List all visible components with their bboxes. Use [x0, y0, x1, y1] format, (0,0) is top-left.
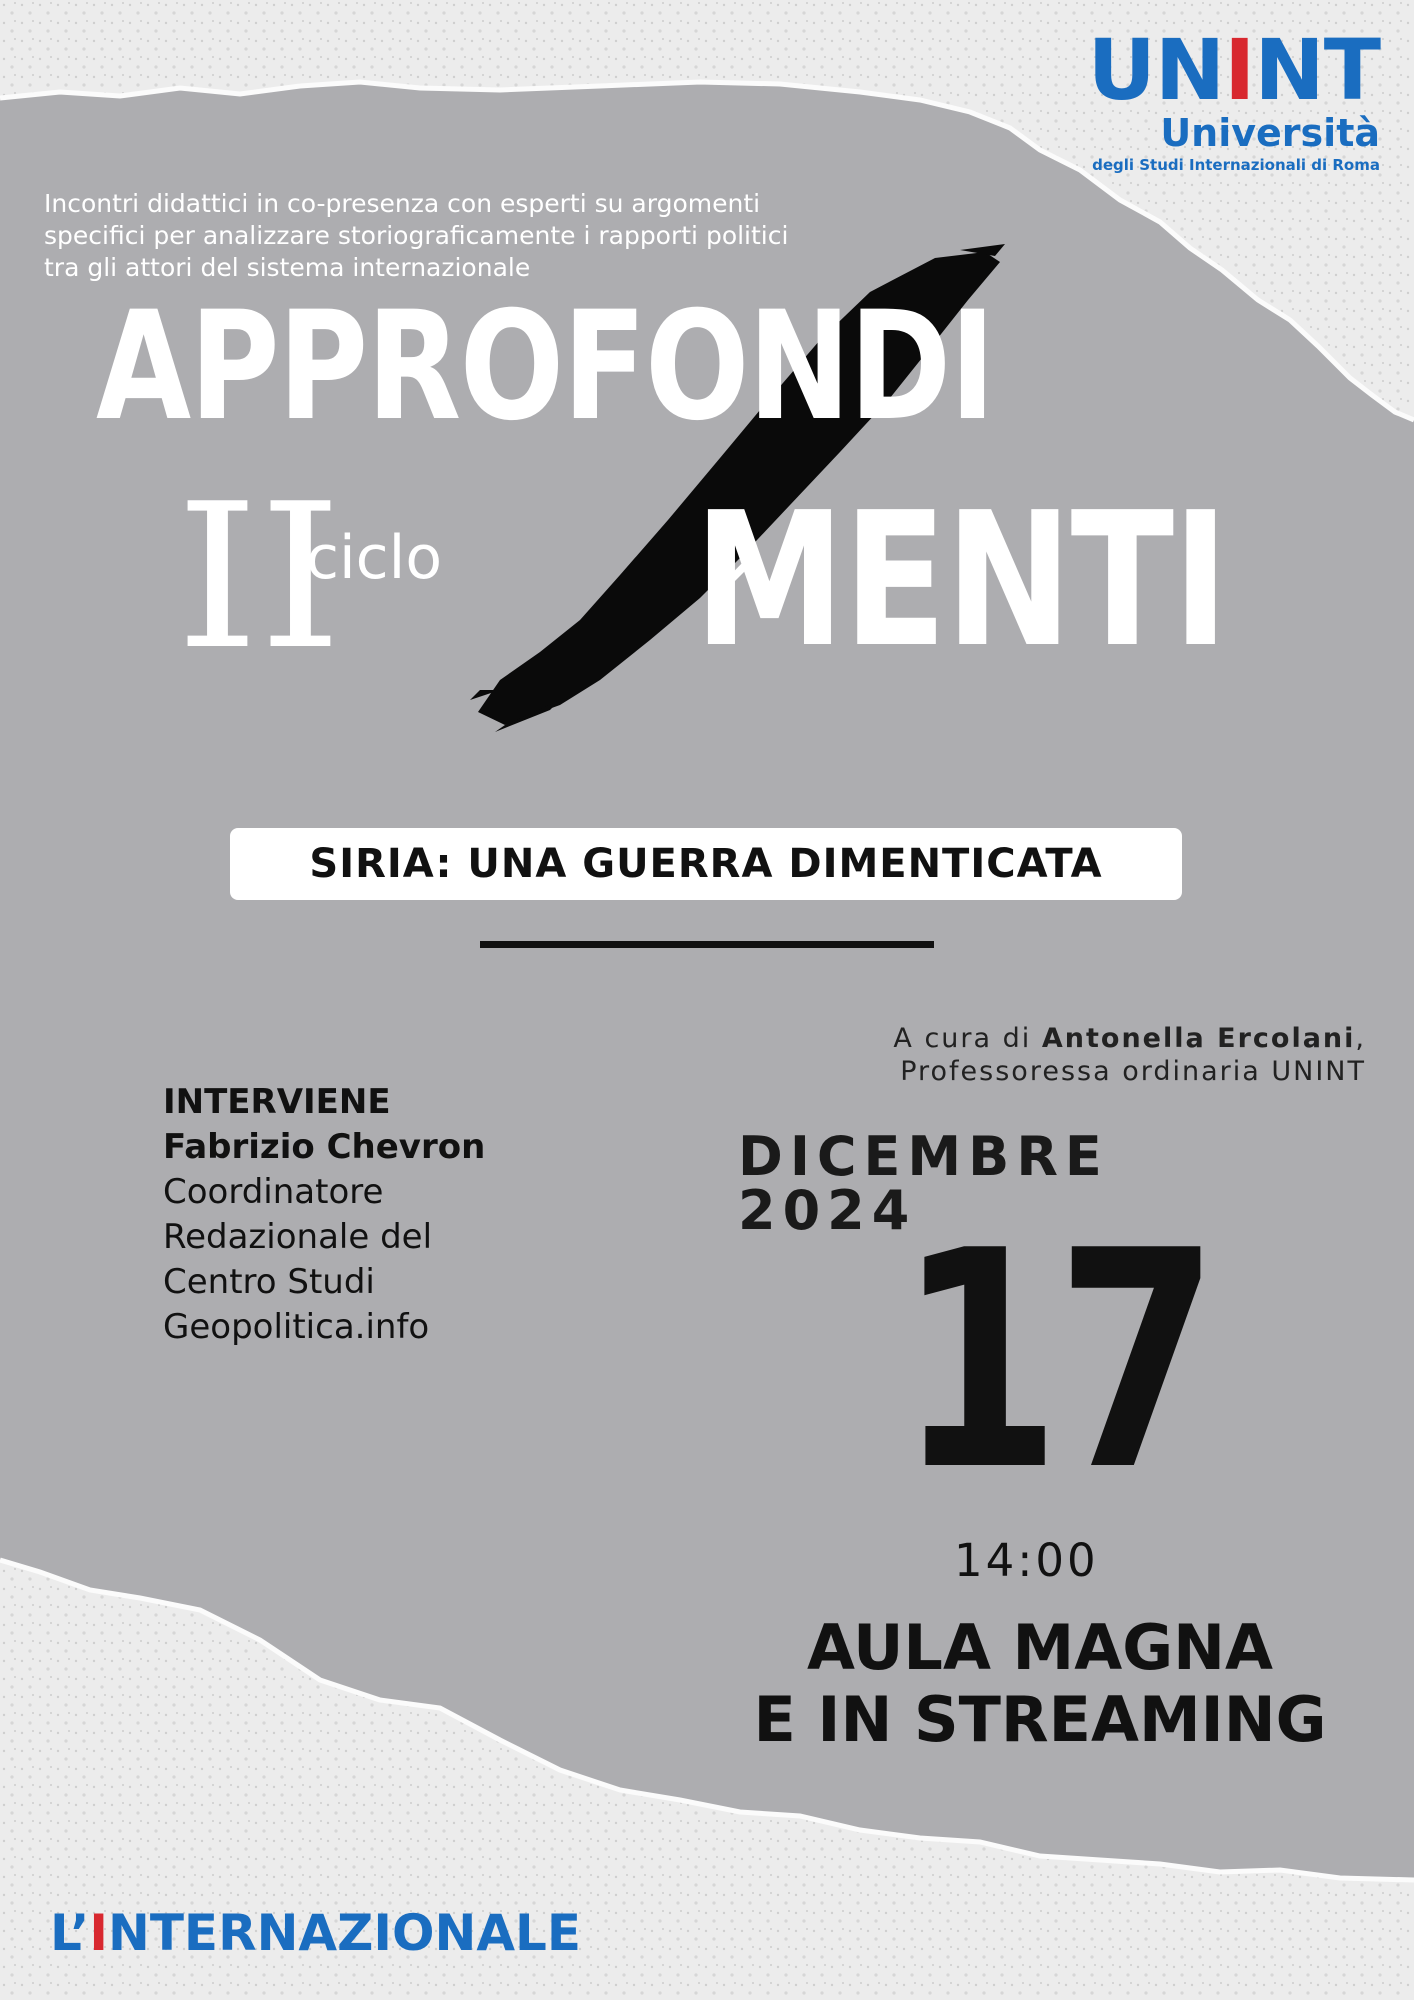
cycle-number: II [176, 461, 342, 694]
series-word-top: APPROFONDI [96, 280, 994, 454]
speaker-heading: INTERVIENE [163, 1082, 391, 1122]
logo-tagline: degli Studi Internazionali di Roma [1092, 156, 1380, 174]
speaker-role-line: Redazionale del [163, 1217, 433, 1257]
speaker-name: Fabrizio Chevron [163, 1127, 486, 1167]
cycle-label: ciclo [306, 523, 443, 593]
logo-subtitle: Università [1160, 111, 1380, 155]
speaker-role-line: Geopolitica.info [163, 1307, 430, 1347]
logo-wordmark: UNINT [1087, 21, 1380, 119]
linternazionale-logo: L’INTERNAZIONALE [50, 1904, 582, 1962]
event-month-year: DICEMBRE 2024 [738, 1125, 1109, 1242]
event-venue [700, 1612, 1380, 1756]
venue-line-2: E IN STREAMING [753, 1683, 1327, 1756]
speaker-role-line: Coordinatore [163, 1172, 384, 1212]
curator-role: Professoressa ordinaria UNINT [900, 1056, 1366, 1087]
event-title-box [230, 828, 1182, 900]
speaker-role-line: Centro Studi [163, 1262, 375, 1302]
curator-name: Antonella Ercolani [1041, 1023, 1356, 1054]
title-divider [480, 941, 934, 948]
curator-block: A cura di Antonella Ercolani, Professoressa ordinaria UNINT [893, 1023, 1366, 1087]
event-day: 17 [898, 1187, 1215, 1536]
curator-prefix: A cura di [893, 1023, 1032, 1054]
series-word-bottom: MENTI [694, 472, 1228, 688]
event-title: SIRIA: UNA GUERRA DIMENTICATA [309, 841, 1103, 887]
speaker-block [163, 1080, 583, 1350]
venue-line-1: AULA MAGNA [807, 1611, 1273, 1684]
intro-text: Incontri didattici in co-presenza con esperti su argomenti specifici per analizzare storiograficamente i rapporti politici tra gli attori del sistema internazionale [44, 189, 789, 282]
event-time: 14:00 [954, 1534, 1099, 1587]
